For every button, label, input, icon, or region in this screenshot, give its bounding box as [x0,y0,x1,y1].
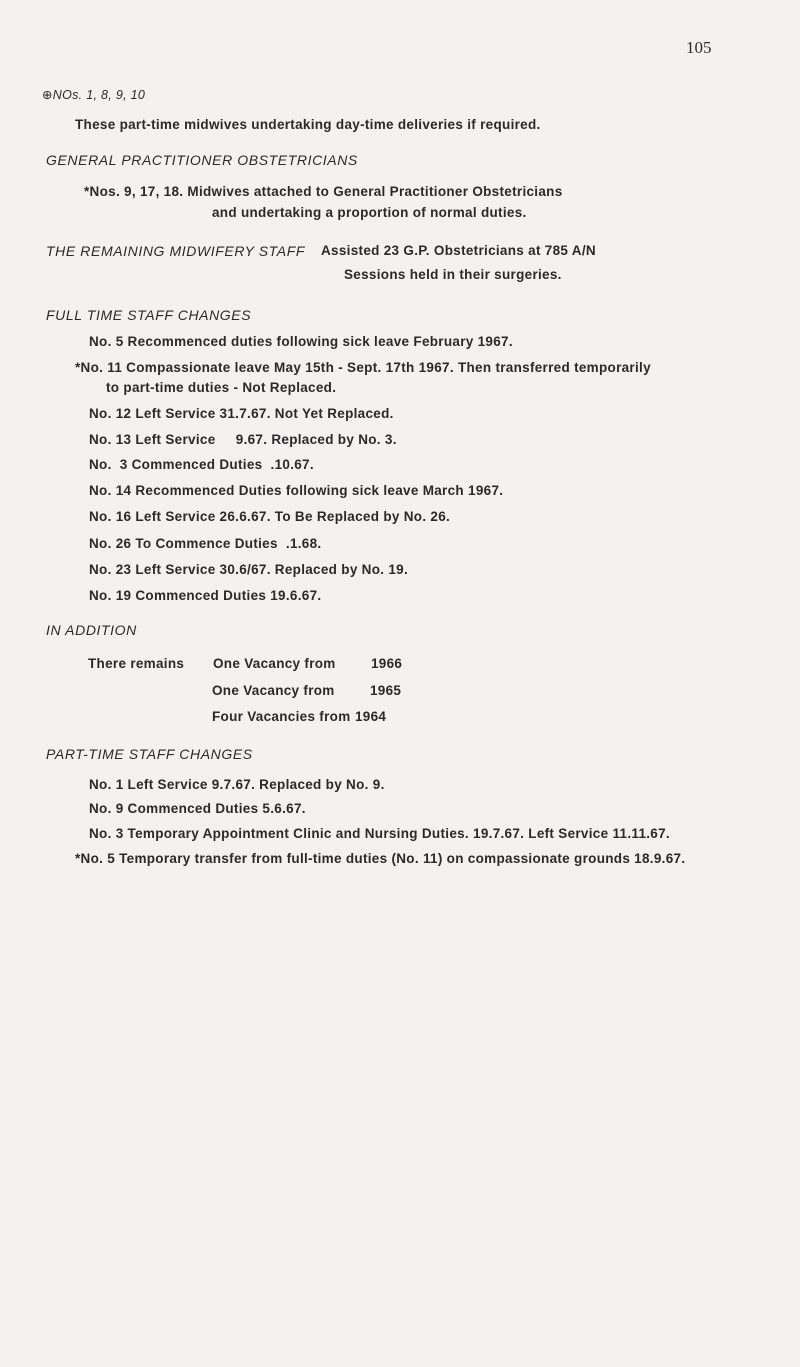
vacancy-label: One Vacancy from [213,656,336,671]
addition-heading: IN ADDITION [46,622,137,638]
intro-text: These part-time midwives undertaking day-time deliveries if required. [75,117,541,132]
fulltime-item: No. 12 Left Service 31.7.67. Not Yet Replaced. [89,406,394,421]
fulltime-item: No. 5 Recommenced duties following sick leave February 1967. [89,334,513,349]
vacancy-label: One Vacancy from [212,683,335,698]
parttime-item: No. 1 Left Service 9.7.67. Replaced by No. 9. [89,777,385,792]
fulltime-item: No. 16 Left Service 26.6.67. To Be Replaced by No. 26. [89,509,451,524]
vacancy-label: Four Vacancies from [212,709,351,724]
fulltime-item: No. 13 Left Service 9.67. Replaced by No. 3. [89,432,397,447]
fulltime-item: to part-time duties - Not Replaced. [106,380,337,395]
fulltime-item: No. 19 Commenced Duties 19.6.67. [89,588,322,603]
addition-lead: There remains [88,656,185,671]
gp-heading: GENERAL PRACTITIONER OBSTETRICIANS [46,152,358,168]
remaining-line-2: Sessions held in their surgeries. [344,267,562,282]
fulltime-item: No. 3 Commenced Duties .10.67. [89,457,314,472]
fulltime-item: No. 26 To Commence Duties .1.68. [89,536,322,551]
intro-reference: ⊕NOs. 1, 8, 9, 10 [42,88,146,102]
fulltime-item: *No. 11 Compassionate leave May 15th - Sept. 17th 1967. Then transferred temporarily [75,360,651,375]
fulltime-item: No. 23 Left Service 30.6/67. Replaced by No. 19. [89,562,409,577]
parttime-item: No. 3 Temporary Appointment Clinic and Nursing Duties. 19.7.67. Left Service 11.11.67. [89,826,670,841]
fulltime-item: No. 14 Recommenced Duties following sick leave March 1967. [89,483,504,498]
page-number: 105 [686,38,712,57]
remaining-line-1: Assisted 23 G.P. Obstetricians at 785 A/N [321,243,596,258]
parttime-heading: PART-TIME STAFF CHANGES [46,746,253,762]
vacancy-year: 1964 [355,709,387,724]
vacancy-year: 1966 [371,656,403,671]
fulltime-heading: FULL TIME STAFF CHANGES [46,307,252,323]
parttime-item: No. 9 Commenced Duties 5.6.67. [89,801,306,816]
gp-line-2: and undertaking a proportion of normal duties. [212,205,527,220]
parttime-item: *No. 5 Temporary transfer from full-time duties (No. 11) on compassionate grounds 18.9.67. [75,851,686,866]
vacancy-year: 1965 [370,683,402,698]
remaining-heading: THE REMAINING MIDWIFERY STAFF [46,243,306,259]
gp-line-1: *Nos. 9, 17, 18. Midwives attached to General Practitioner Obstetricians [84,184,563,199]
